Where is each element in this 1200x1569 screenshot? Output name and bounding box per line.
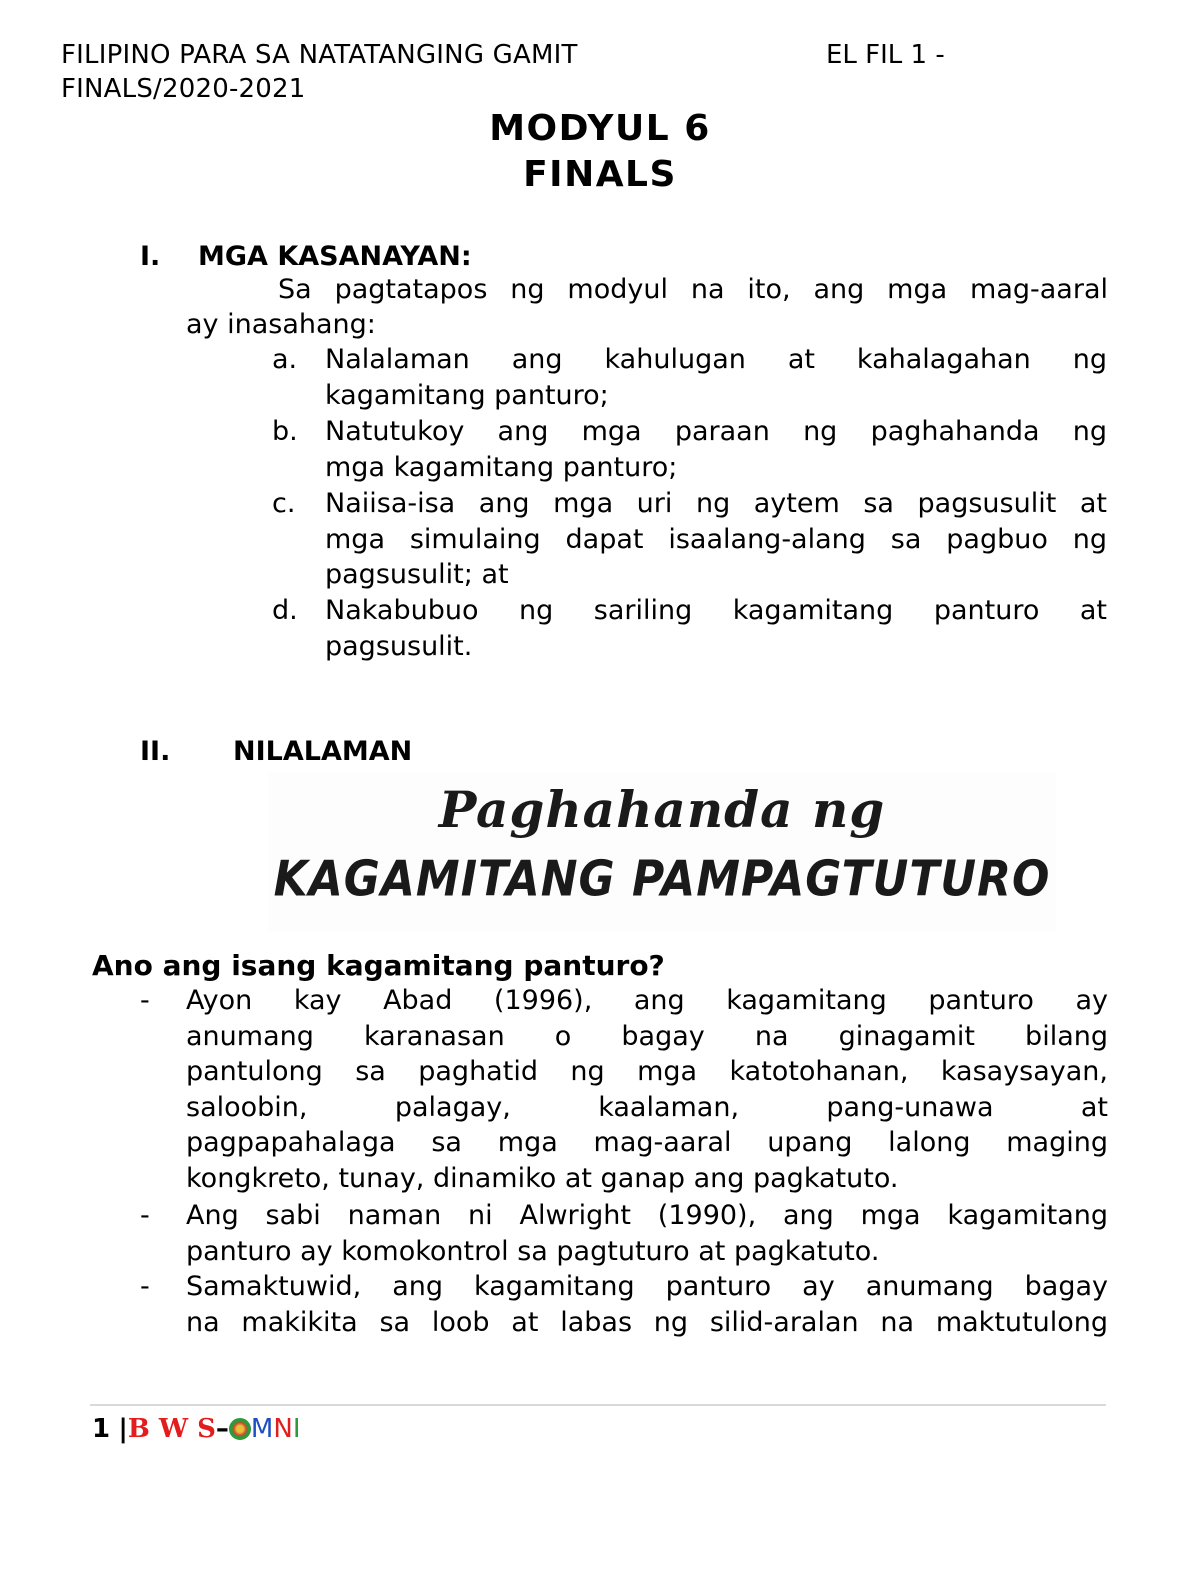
bullet-text-line: saloobin, palagay, kaalaman, pang-unawa at [186,1091,1108,1123]
objective-marker: d. [272,595,298,626]
bullet-dash: - [140,985,150,1016]
bullet-text-line: na makikita sa loob at labas ng silid-aralan na maktutulong [186,1306,1108,1338]
objective-marker: a. [272,344,298,375]
section1-intro-line2: ay inasahang: [186,309,376,340]
banner-script-line: Paghahanda ng [438,780,886,839]
objective-text-line: Nakabubuo ng sariling kagamitang panturo at [325,595,1107,626]
bullet-text-line: kongkreto, tunay, dinamiko at ganap ang pagkatuto. [186,1162,899,1194]
page-footer [92,1412,300,1446]
brand-bws: B W S [127,1414,216,1444]
section1-number: I. [140,241,161,272]
brand-letter-i: I [292,1414,301,1444]
bullet-dash: - [140,1271,150,1302]
bullet-text-line: Ayon kay Abad (1996), ang kagamitang panturo ay [186,985,1108,1016]
page-number: 1 [92,1414,111,1444]
objective-text-line: Naiisa-isa ang mga uri ng aytem sa pagsusulit at [325,488,1107,519]
section2-number: II. [140,736,171,767]
topic-banner [268,772,1056,932]
bullet-text-line: Ang sabi naman ni Alwright (1990), ang mga kagamitang [186,1200,1108,1231]
section2-heading: NILALAMAN [233,736,413,767]
bullet-text-line: pagpapahalaga sa mga mag-aaral upang lalong maging [186,1127,1108,1158]
objective-text-line: pagsusulit. [325,630,473,662]
objective-text-line: mga kagamitang panturo; [325,451,678,483]
objective-marker: c. [272,488,296,519]
banner-title-line: KAGAMITANG PAMPAGTUTURO [273,850,1051,909]
objective-text-line: Natutukoy ang mga paraan ng paghahanda ng [325,416,1107,447]
section1-intro-line1: Sa pagtatapos ng modyul na ito, ang mga mag-aaral [278,274,1108,305]
brand-dash: – [215,1414,229,1444]
module-title: MODYUL 6 [489,108,711,149]
header-course-title: FILIPINO PARA SA NATATANGING GAMIT [61,40,578,70]
brand-letter-n: N [273,1414,293,1444]
objective-text-line: mga simulaing dapat isaalang-alang sa pagbuo ng [325,523,1107,555]
bullet-text-line: pantulong sa paghatid ng mga katotohanan, kasaysayan, [186,1056,1108,1087]
section1-heading: MGA KASANAYAN: [198,241,472,272]
objective-text-line: pagsusulit; at [325,559,509,590]
bullet-text-line: Samaktuwid, ang kagamitang panturo ay anumang bagay [186,1271,1108,1302]
brand-letter-m: M [250,1414,274,1444]
footer-separator: | [118,1414,128,1444]
footer-divider [90,1404,1106,1406]
bullet-text-line: anumang karanasan o bagay na ginagamit bilang [186,1020,1108,1052]
objective-text-line: Nalalaman ang kahulugan at kahalagahan ng [325,344,1107,375]
question-heading: Ano ang isang kagamitang panturo? [92,949,665,982]
header-term: FINALS/2020-2021 [61,74,306,104]
objective-text-line: kagamitang panturo; [325,379,609,411]
bullet-text-line: panturo ay komokontrol sa pagtuturo at pagkatuto. [186,1235,880,1267]
seal-icon [229,1418,251,1440]
module-subtitle: FINALS [523,154,677,195]
objective-marker: b. [272,416,298,447]
header-course-code: EL FIL 1 - [826,40,945,70]
bullet-dash: - [140,1200,150,1231]
